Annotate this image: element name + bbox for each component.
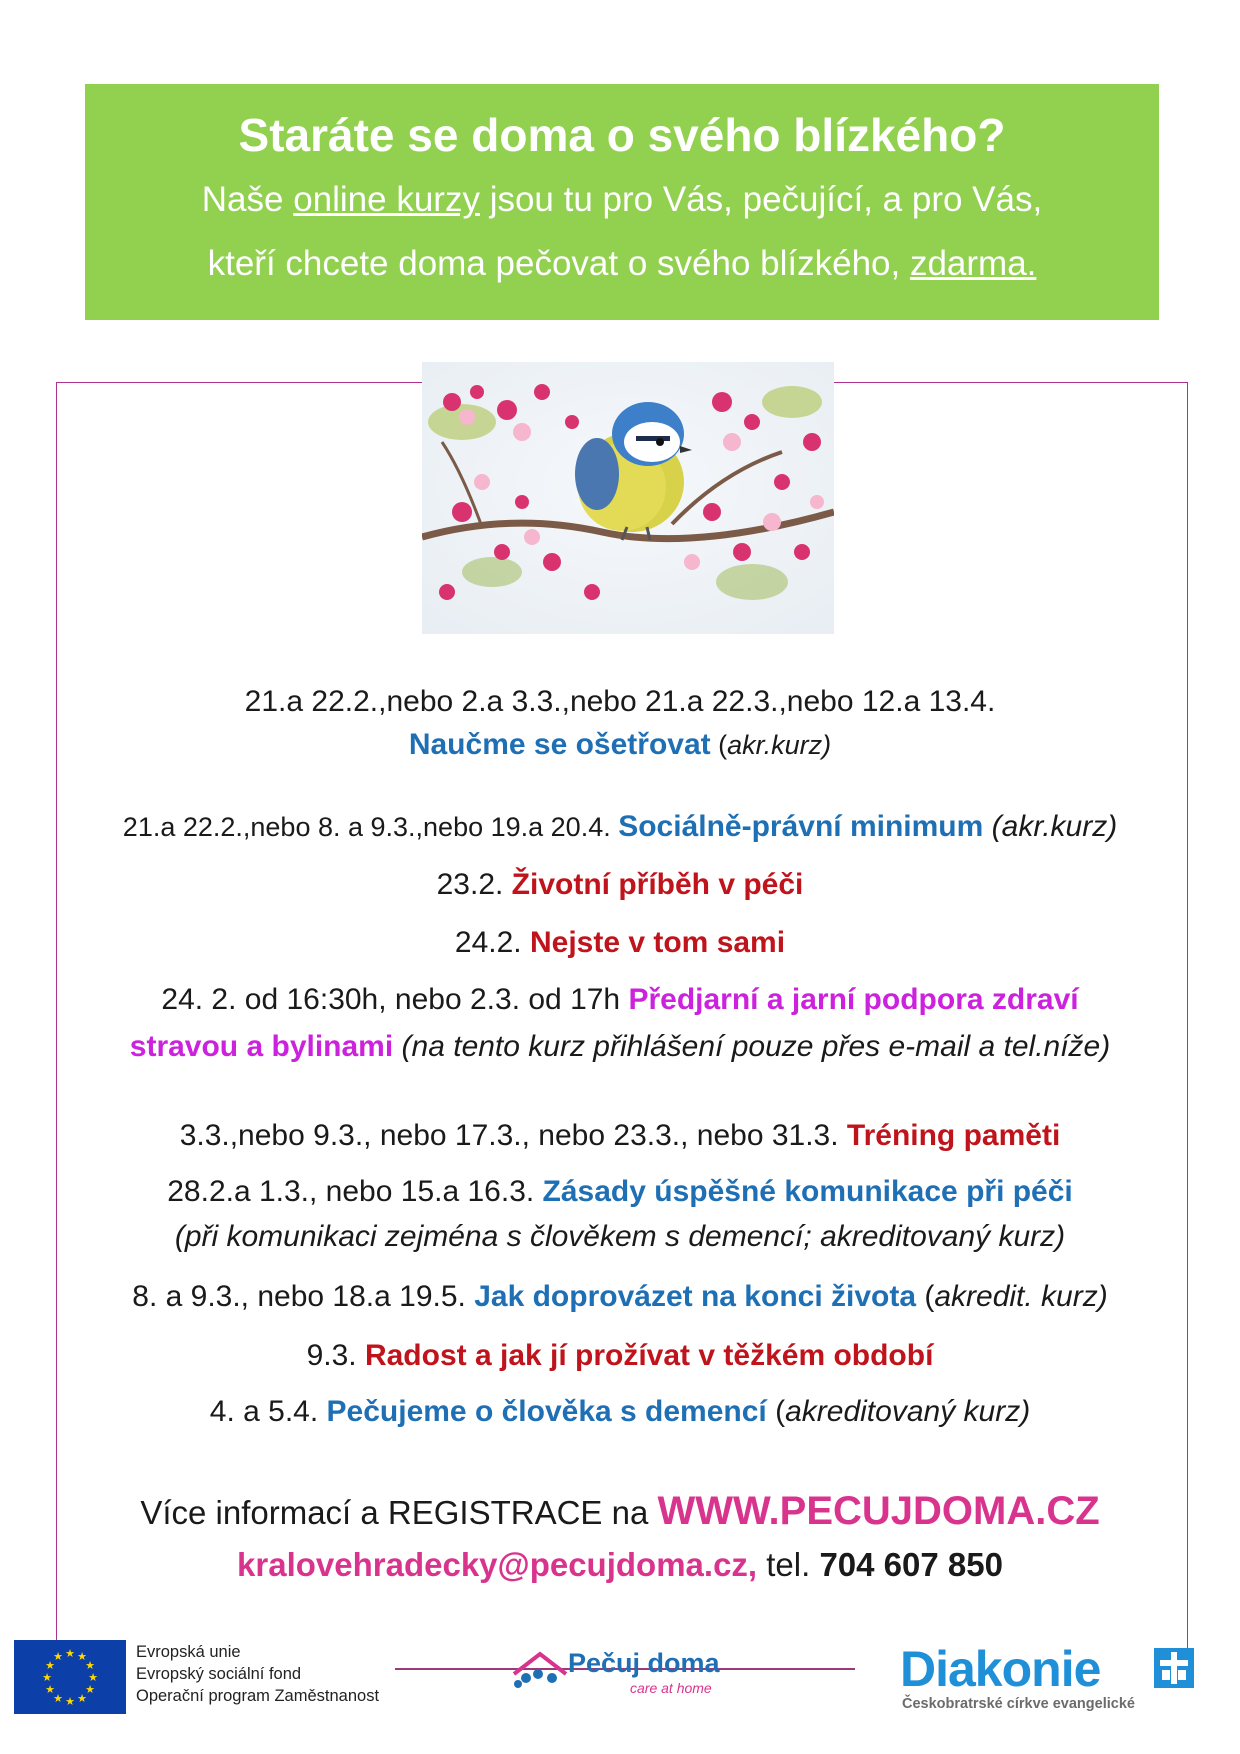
svg-text:★: ★ — [77, 1650, 87, 1663]
course-3 — [60, 866, 1180, 904]
diakonie-cross-icon — [1154, 1648, 1194, 1688]
course-6 — [60, 1117, 1180, 1155]
course-5-line-2 — [60, 1028, 1180, 1066]
course-7-note: (při komunikaci zejména s člověkem s demencí; akreditovaný kurz) — [174, 1220, 1066, 1253]
course-name: Zásady úspěšné komunikace při péči — [542, 1175, 1073, 1208]
course-dates: 23.2. — [436, 868, 512, 901]
pecuj-doma-logo — [508, 1644, 748, 1704]
email-link[interactable]: kralovehradecky@pecujdoma.cz, — [237, 1546, 758, 1583]
pecuj-doma-name: Pečuj doma — [568, 1648, 720, 1678]
course-note: ( — [916, 1280, 935, 1313]
svg-text:★: ★ — [65, 1647, 75, 1660]
svg-text:★: ★ — [53, 1692, 63, 1705]
course-5-line-1 — [60, 981, 1180, 1019]
course-4 — [60, 924, 1180, 962]
course-note: akreditovaný kurz) — [785, 1395, 1031, 1428]
course-dates: 24.2. — [454, 926, 530, 959]
eu-funding-text — [136, 1641, 379, 1707]
course-name: stravou a bylinami — [129, 1030, 394, 1063]
header-banner — [85, 84, 1159, 320]
course-dates: 24. 2. od 16:30h, nebo 2.3. od 17h — [161, 983, 629, 1016]
free-link[interactable]: zdarma. — [909, 244, 1037, 283]
diakonie-name: Diakonie — [900, 1641, 1101, 1697]
pecuj-doma-tagline: care at home — [630, 1680, 712, 1696]
course-1-dates: 21.a 22.2.,nebo 2.a 3.3.,nebo 21.a 22.3.,nebo 12.a 13.4. — [244, 685, 996, 718]
svg-text:★: ★ — [65, 1695, 75, 1708]
svg-text:★: ★ — [85, 1659, 95, 1672]
banner-text: kteří chcete doma pečovat o svého blízkého, — [207, 244, 910, 283]
banner-text: Naše — [201, 180, 294, 219]
course-dates: 21.a 22.2.,nebo 8. a 9.3.,nebo 19.a 20.4. — [122, 812, 619, 842]
course-name: Sociálně-právní minimum — [618, 810, 984, 843]
diakonie-logo — [900, 1641, 1200, 1716]
contact-line — [60, 1544, 1180, 1586]
course-name: Životní příběh v péči — [511, 868, 804, 901]
course-dates: 28.2.a 1.3., nebo 15.a 16.3. — [167, 1175, 543, 1208]
course-9 — [60, 1337, 1180, 1375]
course-dates: 3.3.,nebo 9.3., nebo 17.3., nebo 23.3., nebo 31.3. — [179, 1119, 847, 1152]
course-note: akr.kurz) — [727, 730, 832, 760]
tel-label: tel. — [757, 1546, 820, 1583]
pecuj-doma-house-icon — [508, 1648, 568, 1698]
course-note: akredit. kurz) — [934, 1280, 1108, 1313]
online-courses-link[interactable]: online kurzy — [293, 180, 480, 219]
course-dates: 4. a 5.4. — [209, 1395, 327, 1428]
course-7-line-1 — [60, 1173, 1180, 1211]
course-dates: 8. a 9.3., nebo 18.a 19.5. — [132, 1280, 475, 1313]
svg-text:★: ★ — [88, 1671, 98, 1684]
diakonie-subtitle: Českobratrské církve evangelické — [902, 1696, 1135, 1712]
course-name: Jak doprovázet na konci života — [474, 1280, 917, 1313]
course-name: Předjarní a jarní podpora zdraví — [628, 983, 1079, 1016]
course-name: Nejste v tom sami — [529, 926, 786, 959]
course-note: (na tento kurz přihlášení pouze přes e-mail a tel.níže) — [393, 1030, 1111, 1063]
svg-text:★: ★ — [77, 1692, 87, 1705]
course-dates: 9.3. — [306, 1339, 365, 1372]
banner-line-2 — [85, 238, 1159, 290]
course-note: (akr.kurz) — [983, 810, 1118, 843]
eu-line: Evropský sociální fond — [136, 1665, 302, 1683]
course-name: Pečujeme o člověka s demencí — [326, 1395, 767, 1428]
course-1-title — [60, 726, 1180, 764]
course-10 — [60, 1393, 1180, 1431]
banner-text: jsou tu pro Vás, pečující, a pro Vás, — [479, 180, 1043, 219]
course-2 — [60, 808, 1180, 846]
banner-line-1 — [85, 174, 1159, 226]
svg-text:★: ★ — [45, 1683, 55, 1696]
registration-label: Více informací a REGISTRACE na — [140, 1494, 658, 1531]
svg-text:★: ★ — [45, 1659, 55, 1672]
course-8 — [60, 1278, 1180, 1316]
registration-line — [60, 1490, 1180, 1534]
svg-text:★: ★ — [53, 1650, 63, 1663]
eu-line: Evropská unie — [136, 1643, 241, 1661]
website-link[interactable]: WWW.PECUJDOMA.CZ — [657, 1489, 1100, 1533]
course-name: Tréning paměti — [846, 1119, 1061, 1152]
svg-text:★: ★ — [42, 1671, 52, 1684]
course-name: Radost a jak jí prožívat v těžkém období — [364, 1339, 934, 1372]
course-name: Naučme se ošetřovat — [408, 728, 711, 761]
svg-text:★: ★ — [85, 1683, 95, 1696]
eu-line: Operační program Zaměstnanost — [136, 1687, 380, 1705]
course-note: ( — [710, 730, 728, 760]
bird-on-blossom-branch-image — [422, 362, 834, 634]
banner-title: Staráte se doma o svého blízkého? — [238, 109, 1006, 161]
course-note: ( — [766, 1395, 786, 1428]
eu-flag-icon — [14, 1640, 126, 1714]
tel-number: 704 607 850 — [819, 1546, 1003, 1583]
